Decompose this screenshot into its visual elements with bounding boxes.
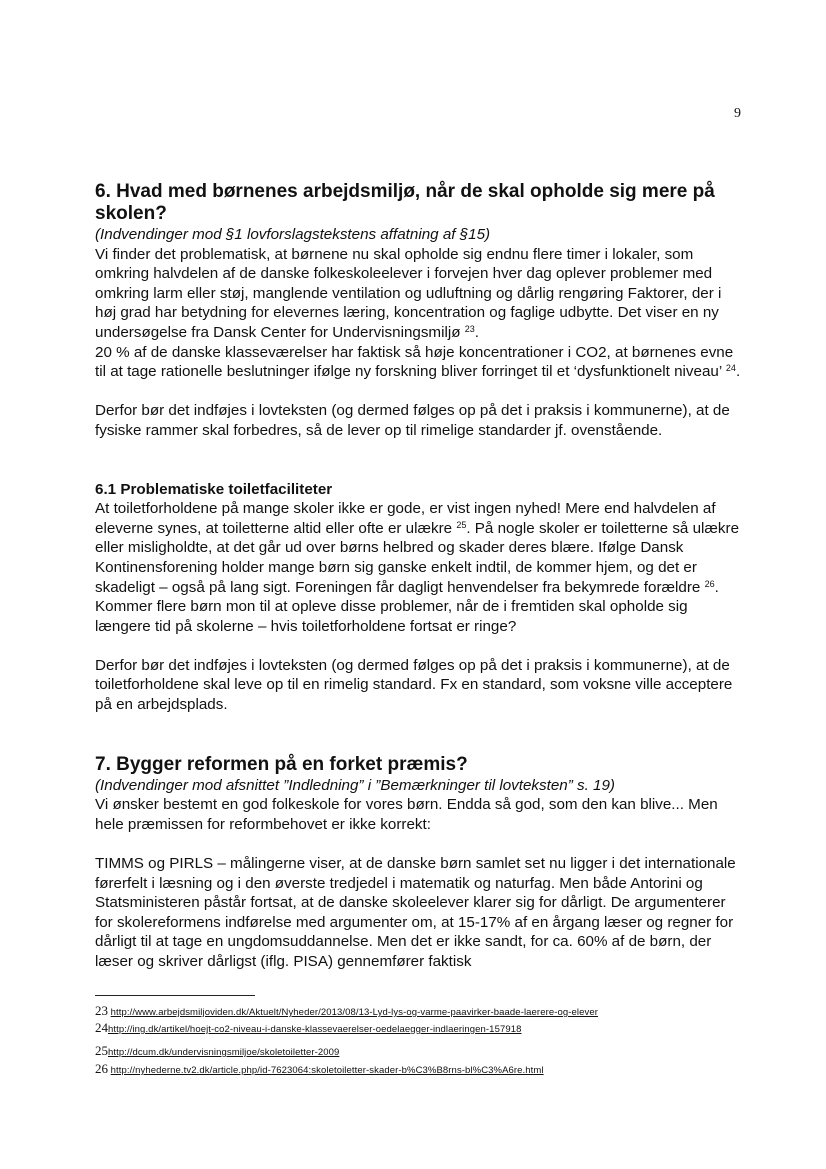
section-6-1-paragraph-3: Derfor bør det indføjes i lovteksten (og dermed følges op på det i praksis i kommunerne), at de toiletforholdene skal leve op til en rimelig standard. Fx en standard, som voksne ville acceptere på en arbejdsplads.	[95, 656, 733, 714]
section-7-heading: 7. Bygger reformen på en forket præmis?	[95, 753, 468, 775]
footnote-ref-24[interactable]: 24	[725, 363, 736, 374]
section-7-subtitle: (Indvendinger mod afsnittet ”Indledning” i ”Bemærkninger til lovteksten” s. 19)	[95, 776, 615, 794]
footnote-26: 26 http://nyhederne.tv2.dk/article.php/id-7623064:skoletoiletter-skader-b%C3%B8rns-bl%C3%A6re.html	[95, 1061, 544, 1076]
section-7-paragraph-2: TIMMS og PIRLS – målingerne viser, at de danske børn samlet set nu ligger i det internationale førerfelt i læsning og i den øverste tredjedel i matematik og naturfag. Men både Antorini og Statsministeren påstår fortsat, at de danske skoleelever klarer sig for dårligt. De argumenterer for skolereformens indførelse med argumenter om, at 15-17% af en årgang læser og regner for dårligt til at tage en ungdomsuddannelse. Men det er ikke sandt, for ca. 60% af de børn, der læser og skriver dårligst (iflg. PISA) gennemfører faktisk	[95, 855, 736, 970]
footnote-link[interactable]: http://nyhederne.tv2.dk/article.php/id-7623064:skoletoiletter-skader-b%C3%B8rns-bl%C3%A6re.html	[110, 1065, 544, 1076]
section-6-1-heading: 6.1 Problematiske toiletfaciliteter	[95, 480, 333, 498]
document-body	[95, 181, 745, 972]
section-6-subtitle: (Indvendinger mod §1 lovforslagstekstens affatning af §15)	[95, 226, 491, 243]
footnote-ref-23[interactable]: 23	[464, 323, 475, 334]
section-6-paragraph-3: Derfor bør det indføjes i lovteksten (og dermed følges op på det i praksis i kommunerne), at de fysiske rammer skal forbedres, så de lever op til rimelige standarder jf. ovenstående.	[95, 402, 730, 439]
footnote-23: 23 http://www.arbejdsmiljoviden.dk/Aktuelt/Nyheder/2013/08/13-Lyd-lys-og-varme-paavirker-baade-laerere-og-elever	[95, 1003, 598, 1018]
section-7-paragraph-1: Vi ønsker bestemt en god folkeskole for vores børn. Endda så god, som den kan blive... Men hele præmissen for reformbehovet er ikke korrekt:	[95, 796, 718, 833]
footnote-link[interactable]: http://dcum.dk/undervisningsmiljoe/skoletoiletter-2009	[108, 1047, 340, 1058]
page-number: 9	[734, 106, 741, 121]
footnote-ref-25[interactable]: 25	[456, 519, 467, 530]
footnote-25: 25http://dcum.dk/undervisningsmiljoe/skoletoiletter-2009	[95, 1043, 340, 1058]
footnote-24: 24http://ing.dk/artikel/hoejt-co2-niveau-i-danske-klassevaerelser-oedelaegger-indlaeringen-157918	[95, 1020, 522, 1035]
footnote-link[interactable]: http://www.arbejdsmiljoviden.dk/Aktuelt/Nyheder/2013/08/13-Lyd-lys-og-varme-paavirker-baade-laerere-og-elever	[110, 1007, 598, 1018]
section-6-1-paragraph-2: Kommer flere børn mon til at opleve disse problemer, når de i fremtiden skal opholde sig længere tid på skolerne – hvis toiletforholdene fortsat er ringe?	[95, 598, 688, 635]
footnote-ref-26[interactable]: 26	[704, 578, 715, 589]
footnote-link[interactable]: http://ing.dk/artikel/hoejt-co2-niveau-i-danske-klassevaerelser-oedelaegger-indlaeringen-157918	[108, 1024, 522, 1035]
footnote-separator	[95, 995, 255, 996]
section-6-paragraph-2: 20 % af de danske klasseværelser har faktisk så høje koncentrationer i CO2, at børnenes evne til at tage rationelle beslutninger ifølge ny forskning bliver forringet til et ‘dysfunktionelt niveau’ $^{24}$.	[95, 343, 741, 381]
section-6-1-paragraph-1: At toiletforholdene på mange skoler ikke er gode, er vist ingen nyhed! Mere end halvdelen af eleverne synes, at toiletterne altid eller ofte er ulækre $^{25}$. På nogle skoler er toiletterne så ulækre eller misligholdte, at det går ud over børns helbred og skader deres blære. Ifølge Dansk Kontinensforening holder mange børn sig ganske enkelt indtil, de kommer hjem, og det er skadeligt – også på lang sigt. Foreningen får dagligt henvendelser fra bekymrede forældre $^{26}$.	[95, 500, 740, 596]
section-6-paragraph-1: Vi finder det problematisk, at børnene nu skal opholde sig endnu flere timer i lokaler, som omkring halvdelen af de danske folkeskoleelever i forvejen hver dag oplever problemer med omkring larm eller støj, manglende ventilation og udluftning og dårlig rengøring Faktorer, der i høj grad har betydning for elevernes læring, koncentration og faglige udbytte. Det viser en ny undersøgelse fra Dansk Center for Undervisningsmiljø $^{23}$.	[95, 245, 722, 341]
section-6-heading: 6. Hvad med børnenes arbejdsmiljø, når de skal opholde sig mere på skolen?	[95, 181, 715, 224]
